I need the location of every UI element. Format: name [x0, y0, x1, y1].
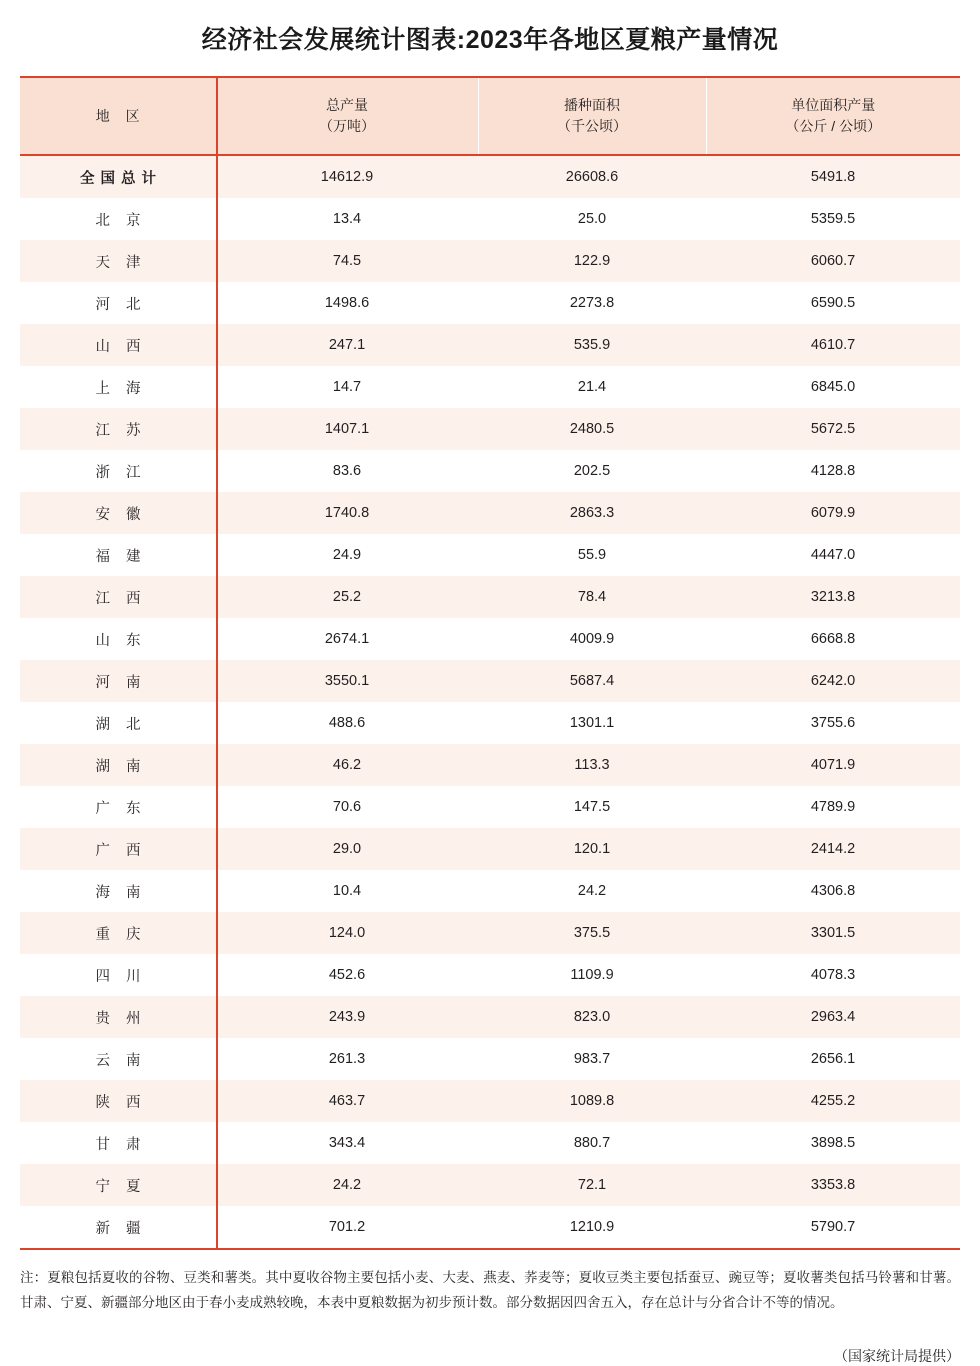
- cell-region: 北 京: [20, 198, 216, 240]
- cell-sown-area: 147.5: [478, 786, 706, 828]
- cell-region: 河 南: [20, 660, 216, 702]
- table-row: [20, 198, 960, 240]
- cell-total-output: 46.2: [216, 744, 478, 786]
- cell-yield-per-area: 5491.8: [706, 155, 960, 198]
- cell-total-output: 24.2: [216, 1164, 478, 1206]
- cell-region: 宁 夏: [20, 1164, 216, 1206]
- page-title: 经济社会发展统计图表:2023年各地区夏粮产量情况: [201, 26, 779, 54]
- cell-yield-per-area: 6668.8: [706, 618, 960, 660]
- cell-sown-area: 983.7: [478, 1038, 706, 1080]
- cell-yield-per-area: 6590.5: [706, 282, 960, 324]
- cell-total-output: 1407.1: [216, 408, 478, 450]
- cell-yield-per-area: 2656.1: [706, 1038, 960, 1080]
- cell-total-output: 2674.1: [216, 618, 478, 660]
- cell-region: 四 川: [20, 954, 216, 996]
- table-row: [20, 702, 960, 744]
- cell-sown-area: 113.3: [478, 744, 706, 786]
- cell-yield-per-area: 4255.2: [706, 1080, 960, 1122]
- cell-sown-area: 823.0: [478, 996, 706, 1038]
- summer-grain-output-table: [20, 76, 960, 1250]
- cell-total-output: 14.7: [216, 366, 478, 408]
- cell-region: 云 南: [20, 1038, 216, 1080]
- cell-yield-per-area: 6242.0: [706, 660, 960, 702]
- cell-sown-area: 24.2: [478, 870, 706, 912]
- table-note: 注：夏粮包括夏收的谷物、豆类和薯类。其中夏收谷物主要包括小麦、大麦、燕麦、荞麦等；夏收豆类主要包括蚕豆、豌豆等；夏收薯类包括马铃薯和甘薯。甘肃、宁夏、新疆部分地区由于春小麦成熟较晚，本表中夏粮数据为初步预计数。部分数据因四舍五入，存在总计与分省合计不等的情况。: [20, 1270, 960, 1310]
- cell-total-output: 243.9: [216, 996, 478, 1038]
- table-row: [20, 366, 960, 408]
- table-row: [20, 1122, 960, 1164]
- cell-region: 江 苏: [20, 408, 216, 450]
- table-row: [20, 786, 960, 828]
- cell-region: 湖 北: [20, 702, 216, 744]
- column-header-yield-per-area: 单位面积产量 （公斤 / 公顷）: [706, 77, 960, 155]
- column-header-region: 地 区: [20, 77, 216, 155]
- cell-region: 广 西: [20, 828, 216, 870]
- column-header-sown-area: 播种面积 （千公顷）: [478, 77, 706, 155]
- cell-region: 甘 肃: [20, 1122, 216, 1164]
- cell-sown-area: 25.0: [478, 198, 706, 240]
- cell-total-output: 463.7: [216, 1080, 478, 1122]
- cell-total-output: 3550.1: [216, 660, 478, 702]
- cell-total-output: 247.1: [216, 324, 478, 366]
- cell-total-output: 1740.8: [216, 492, 478, 534]
- table-row: [20, 1080, 960, 1122]
- cell-total-output: 70.6: [216, 786, 478, 828]
- table-row: [20, 1206, 960, 1249]
- table-row: [20, 576, 960, 618]
- cell-sown-area: 122.9: [478, 240, 706, 282]
- cell-sown-area: 78.4: [478, 576, 706, 618]
- cell-yield-per-area: 4306.8: [706, 870, 960, 912]
- table-row: [20, 618, 960, 660]
- cell-yield-per-area: 4128.8: [706, 450, 960, 492]
- statistics-table-container: [20, 76, 960, 1250]
- table-row: [20, 534, 960, 576]
- table-row: [20, 912, 960, 954]
- cell-yield-per-area: 2963.4: [706, 996, 960, 1038]
- cell-sown-area: 2480.5: [478, 408, 706, 450]
- cell-sown-area: 72.1: [478, 1164, 706, 1206]
- cell-total-output: 1498.6: [216, 282, 478, 324]
- cell-yield-per-area: 2414.2: [706, 828, 960, 870]
- cell-total-output: 14612.9: [216, 155, 478, 198]
- cell-region: 海 南: [20, 870, 216, 912]
- cell-region: 广 东: [20, 786, 216, 828]
- cell-total-output: 83.6: [216, 450, 478, 492]
- cell-sown-area: 5687.4: [478, 660, 706, 702]
- cell-region: 重 庆: [20, 912, 216, 954]
- cell-sown-area: 1109.9: [478, 954, 706, 996]
- cell-sown-area: 1089.8: [478, 1080, 706, 1122]
- cell-region: 湖 南: [20, 744, 216, 786]
- table-body: [20, 155, 960, 1249]
- cell-sown-area: 26608.6: [478, 155, 706, 198]
- cell-region: 福 建: [20, 534, 216, 576]
- cell-total-output: 488.6: [216, 702, 478, 744]
- cell-region: 陕 西: [20, 1080, 216, 1122]
- cell-yield-per-area: 3301.5: [706, 912, 960, 954]
- table-row: [20, 324, 960, 366]
- cell-yield-per-area: 3213.8: [706, 576, 960, 618]
- cell-total-output: 452.6: [216, 954, 478, 996]
- cell-total-output: 74.5: [216, 240, 478, 282]
- cell-sown-area: 4009.9: [478, 618, 706, 660]
- table-row: [20, 240, 960, 282]
- cell-region: 山 东: [20, 618, 216, 660]
- cell-total-output: 343.4: [216, 1122, 478, 1164]
- cell-yield-per-area: 3353.8: [706, 1164, 960, 1206]
- cell-sown-area: 1210.9: [478, 1206, 706, 1249]
- cell-total-output: 10.4: [216, 870, 478, 912]
- table-row: [20, 450, 960, 492]
- cell-yield-per-area: 3898.5: [706, 1122, 960, 1164]
- cell-yield-per-area: 3755.6: [706, 702, 960, 744]
- cell-sown-area: 375.5: [478, 912, 706, 954]
- cell-region: 浙 江: [20, 450, 216, 492]
- cell-sown-area: 202.5: [478, 450, 706, 492]
- cell-yield-per-area: 4447.0: [706, 534, 960, 576]
- cell-yield-per-area: 5672.5: [706, 408, 960, 450]
- cell-sown-area: 2273.8: [478, 282, 706, 324]
- cell-yield-per-area: 6060.7: [706, 240, 960, 282]
- cell-region: 全国总计: [20, 155, 216, 198]
- cell-yield-per-area: 5359.5: [706, 198, 960, 240]
- cell-yield-per-area: 6079.9: [706, 492, 960, 534]
- table-row: [20, 492, 960, 534]
- cell-total-output: 13.4: [216, 198, 478, 240]
- table-row: [20, 660, 960, 702]
- column-header-output: 总产量 （万吨）: [216, 77, 478, 155]
- cell-region: 贵 州: [20, 996, 216, 1038]
- cell-region: 上 海: [20, 366, 216, 408]
- cell-region: 安 徽: [20, 492, 216, 534]
- source-credit: （国家统计局提供）: [834, 1347, 960, 1364]
- cell-region: 新 疆: [20, 1206, 216, 1249]
- cell-total-output: 24.9: [216, 534, 478, 576]
- cell-total-output: 124.0: [216, 912, 478, 954]
- cell-region: 山 西: [20, 324, 216, 366]
- cell-sown-area: 55.9: [478, 534, 706, 576]
- cell-sown-area: 1301.1: [478, 702, 706, 744]
- cell-sown-area: 21.4: [478, 366, 706, 408]
- cell-region: 江 西: [20, 576, 216, 618]
- table-header-row: [20, 77, 960, 155]
- table-row: [20, 408, 960, 450]
- table-vertical-divider: [216, 76, 218, 1250]
- cell-yield-per-area: 4789.9: [706, 786, 960, 828]
- cell-total-output: 29.0: [216, 828, 478, 870]
- cell-yield-per-area: 4078.3: [706, 954, 960, 996]
- table-row: [20, 282, 960, 324]
- table-row: [20, 1164, 960, 1206]
- cell-sown-area: 880.7: [478, 1122, 706, 1164]
- cell-region: 天 津: [20, 240, 216, 282]
- table-row: [20, 954, 960, 996]
- table-row: [20, 870, 960, 912]
- cell-total-output: 261.3: [216, 1038, 478, 1080]
- table-row: [20, 828, 960, 870]
- cell-yield-per-area: 4071.9: [706, 744, 960, 786]
- cell-yield-per-area: 4610.7: [706, 324, 960, 366]
- cell-yield-per-area: 6845.0: [706, 366, 960, 408]
- table-row: [20, 744, 960, 786]
- cell-total-output: 25.2: [216, 576, 478, 618]
- table-row: [20, 155, 960, 198]
- cell-total-output: 701.2: [216, 1206, 478, 1249]
- cell-sown-area: 535.9: [478, 324, 706, 366]
- table-row: [20, 1038, 960, 1080]
- cell-yield-per-area: 5790.7: [706, 1206, 960, 1249]
- table-row: [20, 996, 960, 1038]
- table-header: [20, 77, 960, 155]
- cell-sown-area: 120.1: [478, 828, 706, 870]
- cell-sown-area: 2863.3: [478, 492, 706, 534]
- cell-region: 河 北: [20, 282, 216, 324]
